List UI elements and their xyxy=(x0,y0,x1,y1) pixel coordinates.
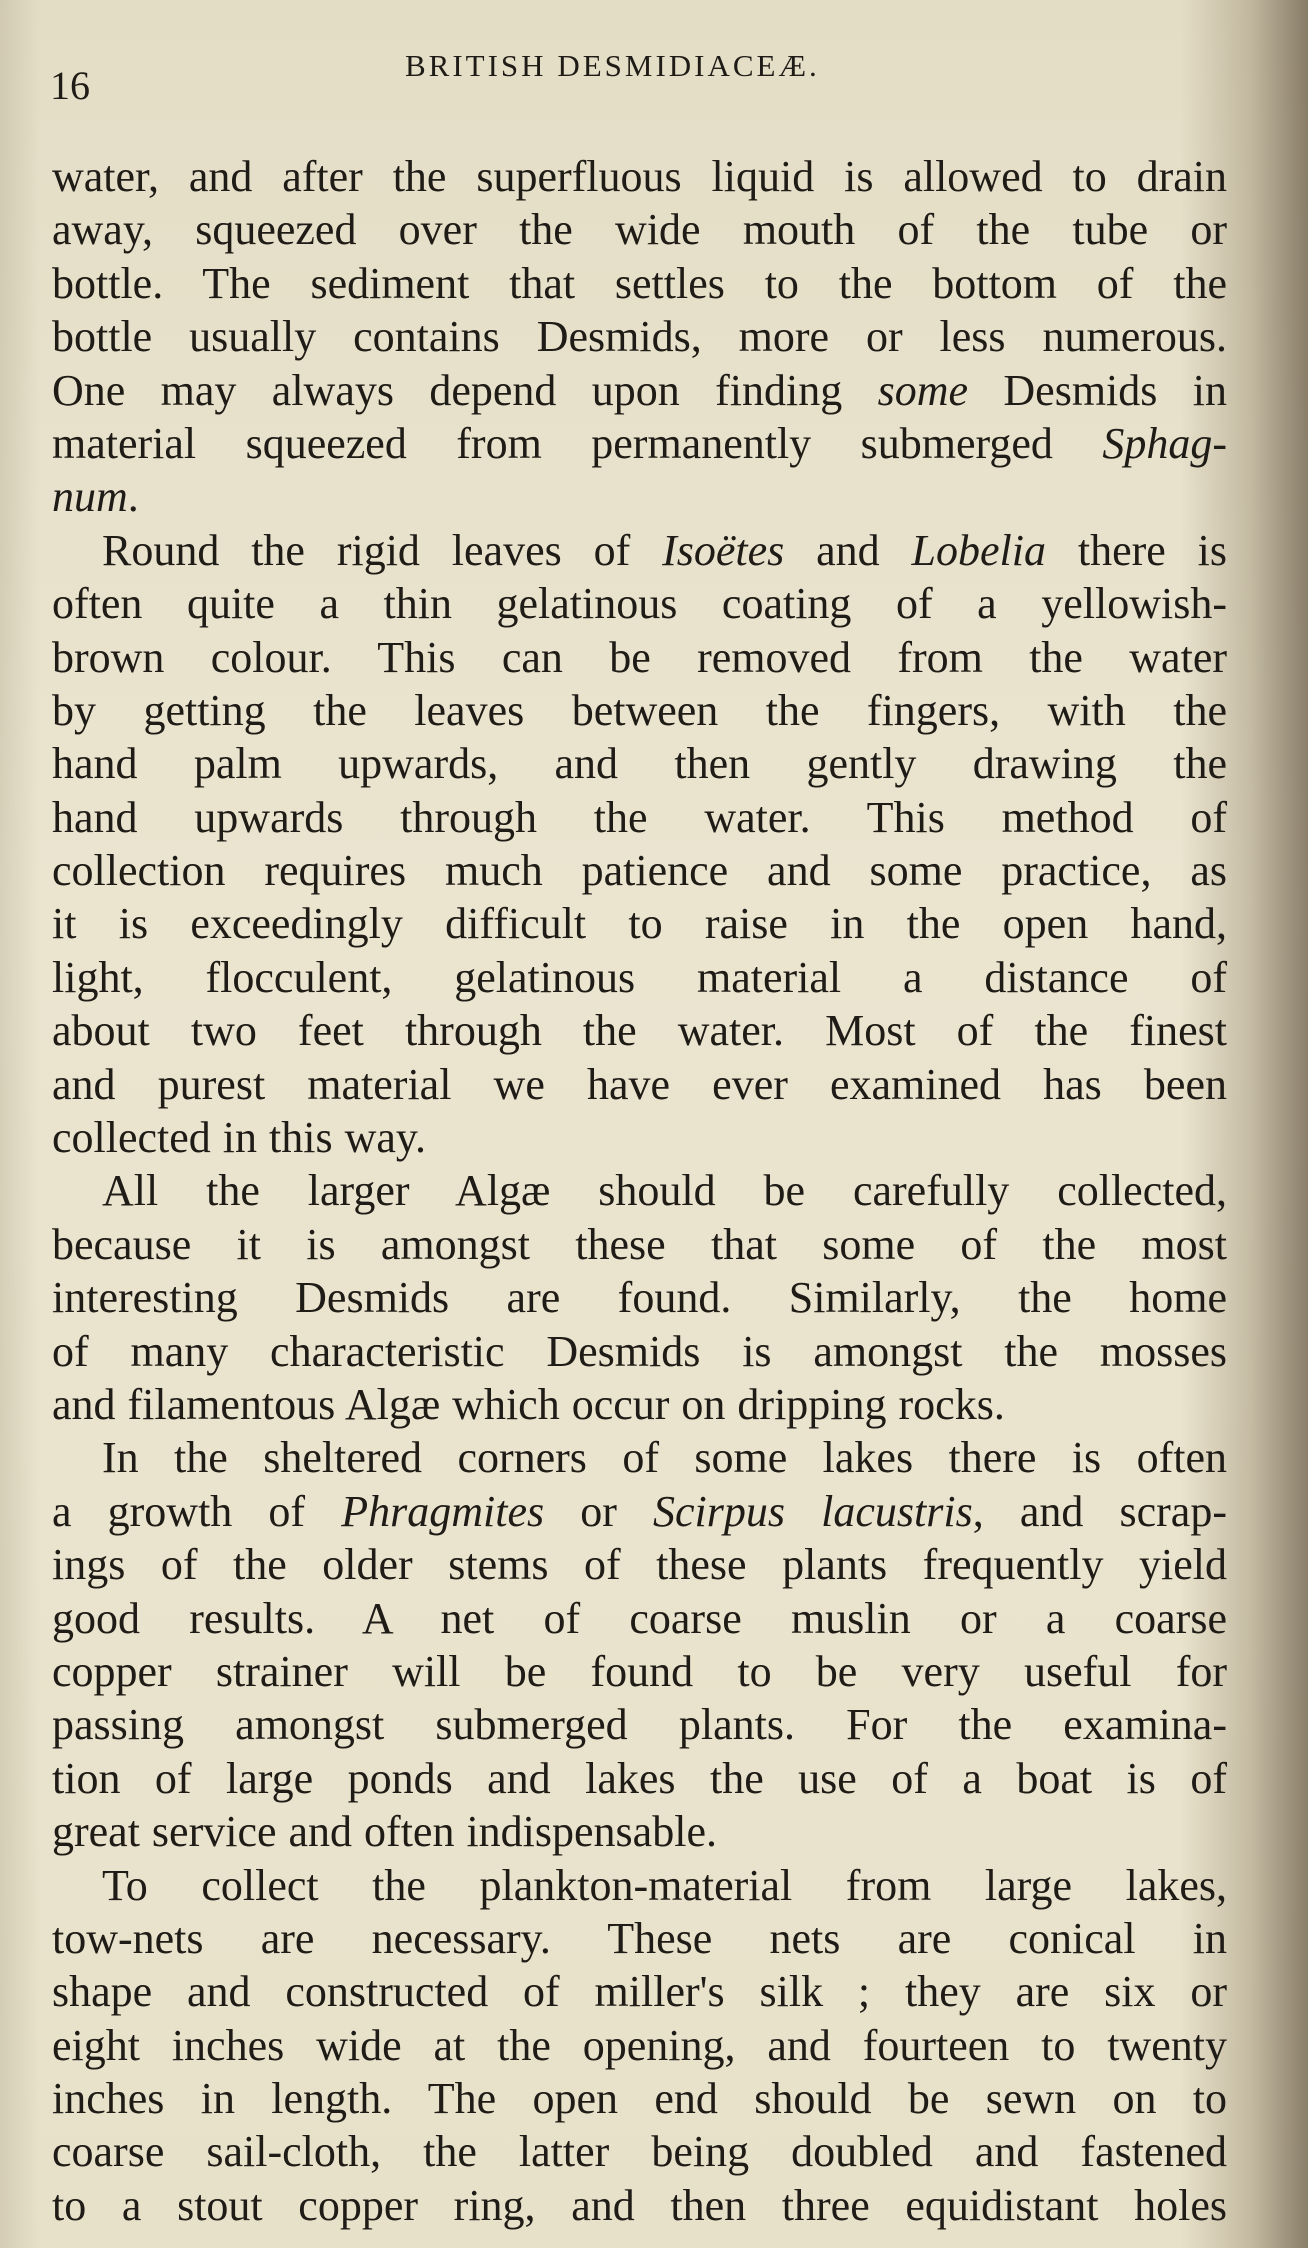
text-segment: hand upwards through the water. This method of xyxy=(52,792,1227,842)
text-segment: eight inches wide at the opening, and fourteen to twenty xyxy=(52,2020,1227,2070)
text-segment: to a stout copper ring, and then three equidistant holes xyxy=(52,2180,1227,2230)
text-segment: and purest material we have ever examined has been xyxy=(52,1059,1227,1109)
text-line xyxy=(52,631,1227,684)
text-line xyxy=(52,1592,1227,1645)
text-line xyxy=(52,1645,1227,1698)
text-segment: about two feet through the water. Most of the finest xyxy=(52,1006,1227,1056)
text-line xyxy=(52,1965,1227,2018)
text-line xyxy=(52,1325,1227,1378)
text-segment: One may always depend upon finding xyxy=(52,365,878,415)
text-segment: material squeezed from permanently submerged xyxy=(52,418,1103,468)
text-segment: good results. A net of coarse muslin or a coarse xyxy=(52,1593,1227,1643)
text-line xyxy=(52,417,1227,470)
text-segment: ings of the older stems of these plants frequently yield xyxy=(52,1540,1227,1590)
text-segment: interesting Desmids are found. Similarly, the home xyxy=(52,1273,1227,1323)
text-line xyxy=(52,737,1227,790)
italic-text: Sphag- xyxy=(1102,418,1227,468)
text-line xyxy=(52,203,1227,256)
running-head xyxy=(0,40,1240,108)
text-line xyxy=(52,257,1227,310)
text-line xyxy=(52,791,1227,844)
text-segment: and xyxy=(784,525,912,575)
text-segment: it is exceedingly difficult to raise in the open hand, xyxy=(52,899,1227,949)
text-line xyxy=(52,897,1227,950)
text-segment: collection requires much patience and some practice, as xyxy=(52,846,1227,896)
italic-text: Lobelia xyxy=(911,525,1046,575)
text-line xyxy=(52,1058,1227,1111)
italic-text: Phragmites xyxy=(341,1486,545,1536)
text-segment: bottle usually contains Desmids, more or less numerous. xyxy=(52,312,1227,362)
text-line xyxy=(52,364,1227,417)
running-head-title: BRITISH DESMIDIACEÆ. xyxy=(405,48,820,83)
italic-text: some xyxy=(877,365,969,415)
text-line xyxy=(52,524,1227,577)
italic-text: Scirpus lacustris xyxy=(653,1486,973,1536)
text-line xyxy=(52,684,1227,737)
text-segment: . xyxy=(127,472,139,522)
text-line xyxy=(52,1485,1227,1538)
text-segment: Desmids in xyxy=(968,365,1227,415)
text-segment: hand palm upwards, and then gently drawing the xyxy=(52,739,1227,789)
text-segment: there is xyxy=(1045,525,1227,575)
italic-text: Isoëtes xyxy=(662,525,785,575)
text-segment: water, and after the superfluous liquid is allowed to drain xyxy=(52,152,1227,201)
text-line xyxy=(52,577,1227,630)
text-segment: All the larger Algæ should be carefully collected, xyxy=(102,1166,1227,1216)
text-line xyxy=(52,1859,1227,1912)
text-line xyxy=(52,310,1227,363)
text-line xyxy=(52,1218,1227,1271)
text-segment: , and scrap- xyxy=(972,1486,1227,1536)
text-segment: by getting the leaves between the fingers, with the xyxy=(52,685,1227,735)
text-segment: of many characteristic Desmids is amongst the mosses xyxy=(52,1326,1227,1376)
text-segment: inches in length. The open end should be sewn on to xyxy=(52,2074,1227,2124)
text-segment: or xyxy=(544,1486,654,1536)
text-segment: bottle. The sediment that settles to the bottom of the xyxy=(52,258,1227,308)
text-segment: collected in this way. xyxy=(52,1113,427,1163)
text-line xyxy=(52,2125,1227,2178)
text-line xyxy=(52,2072,1227,2125)
text-line xyxy=(52,1164,1227,1217)
text-segment: often quite a thin gelatinous coating of a yellowish- xyxy=(52,579,1227,629)
text-line xyxy=(52,1378,1227,1431)
text-segment: brown colour. This can be removed from the water xyxy=(52,632,1227,682)
text-segment: In the sheltered corners of some lakes there is often xyxy=(102,1433,1227,1483)
italic-text: num xyxy=(52,472,128,522)
text-line xyxy=(52,1271,1227,1324)
text-line xyxy=(52,1752,1227,1805)
text-segment: To collect the plankton-material from large lakes, xyxy=(102,1860,1227,1910)
text-segment: away, squeezed over the wide mouth of the tube or xyxy=(52,205,1227,255)
body-text xyxy=(52,150,1227,2232)
text-segment: because it is amongst these that some of the most xyxy=(52,1219,1227,1269)
text-segment: light, flocculent, gelatinous material a distance of xyxy=(52,952,1227,1002)
page-number: 16 xyxy=(50,63,90,108)
text-line xyxy=(52,951,1227,1004)
text-line xyxy=(52,1805,1227,1858)
text-segment: tion of large ponds and lakes the use of a boat is of xyxy=(52,1753,1227,1803)
text-line xyxy=(52,150,1227,203)
text-segment: passing amongst submerged plants. For the examina- xyxy=(52,1700,1227,1750)
text-segment: tow-nets are necessary. These nets are conical in xyxy=(52,1913,1227,1963)
text-line xyxy=(52,1111,1227,1164)
text-line xyxy=(52,470,1227,523)
text-segment: and filamentous Algæ which occur on dripping rocks. xyxy=(52,1379,1005,1429)
text-line xyxy=(52,2179,1227,2232)
text-line xyxy=(52,1538,1227,1591)
text-segment: a growth of xyxy=(52,1486,342,1536)
text-segment: great service and often indispensable. xyxy=(52,1807,717,1857)
text-segment: coarse sail-cloth, the latter being doubled and fastened xyxy=(52,2127,1227,2177)
text-line xyxy=(52,1698,1227,1751)
text-segment: Round the rigid leaves of xyxy=(102,525,663,575)
text-line xyxy=(52,1431,1227,1484)
text-line xyxy=(52,844,1227,897)
text-line xyxy=(52,1004,1227,1057)
text-segment: copper strainer will be found to be very useful for xyxy=(52,1646,1227,1696)
text-line xyxy=(52,1912,1227,1965)
text-line xyxy=(52,2019,1227,2072)
text-segment: shape and constructed of miller's silk ; they are six or xyxy=(52,1967,1227,2017)
